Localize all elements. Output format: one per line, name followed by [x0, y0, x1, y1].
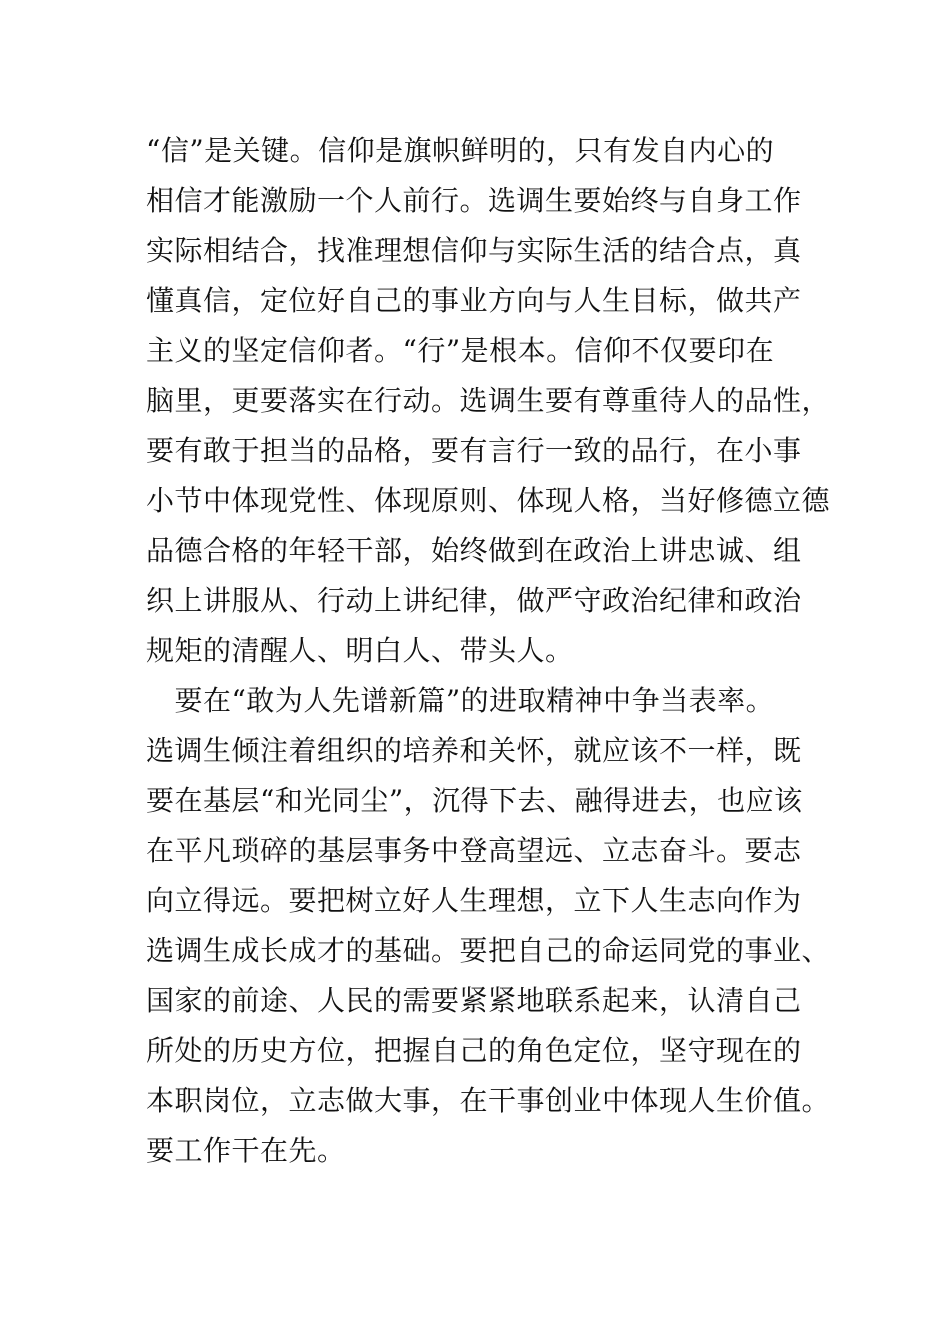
- text-line: 品德合格的年轻干部，始终做到在政治上讲忠诚、组: [146, 534, 802, 567]
- text-line: 要在基层“和光同尘”，沉得下去、融得进去，也应该: [146, 784, 803, 817]
- text-line: 要在“敢为人先谱新篇”的进取精神中争当表率。: [146, 684, 775, 717]
- text-line: 所处的历史方位，把握自己的角色定位，坚守现在的: [146, 1034, 802, 1067]
- text-line: 相信才能激励一个人前行。选调生要始终与自身工作: [146, 184, 802, 217]
- text-line: 选调生倾注着组织的培养和关怀，就应该不一样，既: [146, 734, 802, 767]
- text-line: 小节中体现党性、体现原则、体现人格，当好修德立德: [146, 484, 831, 517]
- text-line: 向立得远。要把树立好人生理想，立下人生志向作为: [146, 884, 802, 917]
- text-line: 选调生成长成才的基础。要把自己的命运同党的事业、: [146, 934, 831, 967]
- text-line: 主义的坚定信仰者。“行”是根本。信仰不仅要印在: [146, 334, 775, 367]
- text-line: 本职岗位，立志做大事，在干事创业中体现人生价值。: [146, 1084, 831, 1117]
- text-line: “信”是关键。信仰是旗帜鲜明的，只有发自内心的: [146, 134, 775, 167]
- body-text: [146, 126, 831, 1176]
- text-line: 规矩的清醒人、明白人、带头人。: [146, 634, 574, 667]
- text-line: 懂真信，定位好自己的事业方向与人生目标，做共产: [146, 284, 802, 317]
- text-line: 在平凡琐碎的基层事务中登高望远、立志奋斗。要志: [146, 834, 802, 867]
- text-line: 国家的前途、人民的需要紧紧地联系起来，认清自己: [146, 984, 802, 1017]
- text-line: 要有敢于担当的品格，要有言行一致的品行，在小事: [146, 434, 802, 467]
- text-line: 要工作干在先。: [146, 1134, 346, 1167]
- text-line: 织上讲服从、行动上讲纪律，做严守政治纪律和政治: [146, 584, 802, 617]
- text-line: 实际相结合，找准理想信仰与实际生活的结合点，真: [146, 234, 802, 267]
- text-line: 脑里，更要落实在行动。选调生要有尊重待人的品性，: [146, 384, 831, 417]
